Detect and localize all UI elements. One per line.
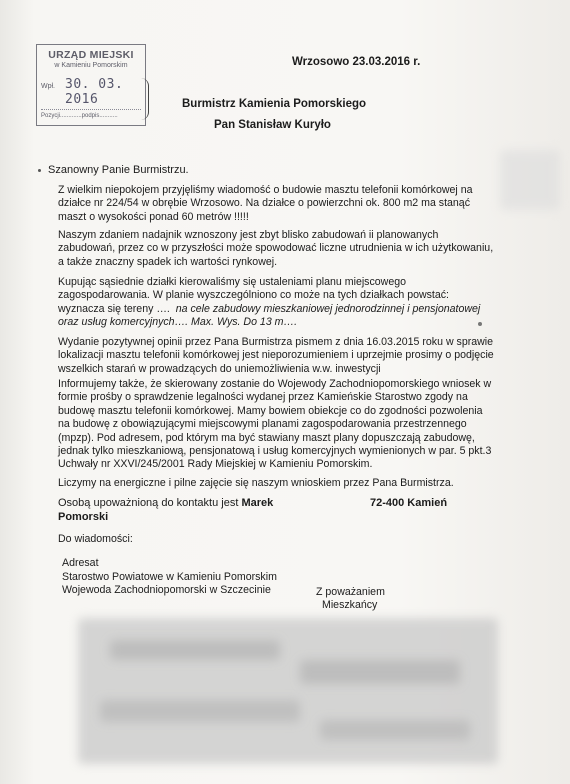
paragraph-line: Informujemy także, że skierowany zostanie do Wojewody Zachodniopomorskiego wniosek w (58, 378, 492, 390)
contact-first-name: Marek (241, 497, 274, 509)
redacted-signature-block (300, 660, 460, 684)
paragraph-line: Kupując sąsiednie działki kierowaliśmy się ustaleniami planu miejscowego (58, 276, 406, 288)
cc-recipient-1: Starostwo Powiatowe w Kamieniu Pomorskim (62, 571, 277, 583)
stamp-date: 30. 03. 2016 (65, 77, 124, 107)
paragraph-6 (58, 477, 498, 490)
paragraph-4 (58, 336, 498, 376)
ink-dot (38, 169, 41, 172)
greeting: Szanowny Panie Burmistrzu. (48, 164, 189, 176)
closing-signatories: Mieszkańcy (322, 599, 378, 611)
cc-recipient-2: Wojewoda Zachodniopomorski w Szczecinie (62, 584, 271, 596)
contact-line (58, 497, 273, 510)
stamp-footer: Pozycji.............podpis........... (41, 113, 118, 119)
paragraph-line: formie prośby o sprawdzenie legalności wydanej przez Kamieńskie Starostwo zgody na (58, 391, 468, 404)
ink-dot (478, 322, 482, 326)
paragraph-line: wszelkich starań w prowadzących do uniemożliwienia w.w. inwestycji (58, 362, 381, 375)
paragraph-1 (58, 184, 498, 224)
place-date: Wrzosowo 23.03.2016 r. (292, 56, 421, 68)
recipient-title: Burmistrz Kamienia Pomorskiego (182, 98, 367, 110)
bleed-through-mark (500, 150, 560, 210)
paragraph-line: zabudowań, przez co w przyszłości może spowodować liczne utrudnienia w ich użytkowaniu, (58, 242, 494, 255)
paragraph-line: (mpzp). Pod adresem, pod którym ma być stawiany maszt plany dopuszczają zabudowę, (58, 431, 475, 444)
postal-code: 72-400 Kamień (370, 497, 448, 509)
paragraph-line: maszt o wysokości ponad 60 metrów !!!!! (58, 210, 249, 223)
paragraph-line: Liczymy na energiczne i pilne zajęcie się naszym wnioskiem przez Pana Burmistrza. (58, 477, 454, 489)
paragraph-line: Z wielkim niepokojem przyjęliśmy wiadomość o budowie masztu telefonii komórkowej na (58, 184, 473, 196)
paragraph-3 (58, 276, 498, 330)
paragraph-line: a także znaczny spadek ich wartości rynkowej. (58, 255, 278, 268)
paragraph-line: Naszym zdaniem nadajnik wznoszony jest zbyt blisko zabudowań ii planowanych (58, 229, 439, 241)
registry-stamp (36, 44, 146, 126)
paragraph-5 (58, 378, 498, 472)
redacted-signature-block (110, 640, 280, 660)
paragraph-line: Wydanie pozytywnej opinii przez Pana Burmistrza pismem z dnia 16.03.2015 roku w sprawie (58, 336, 494, 348)
stamp-wpl-label: Wpł. (41, 83, 55, 90)
paragraph-line: na budowę z obowiązującymi miejscowymi planami zagospodarowania przestrzennego (58, 418, 467, 431)
paragraph-line: Uchwały nr XXVI/245/2001 Rady Miejskiej w Kamieniu Pomorskim. (58, 458, 373, 471)
quote-lead: wyznacza się tereny …. (58, 302, 170, 315)
redacted-signature-block (320, 720, 470, 740)
paragraph-2 (58, 229, 498, 269)
handwritten-bracket (138, 78, 149, 120)
quote-italic: na cele zabudowy mieszkaniowej jednorodzinnej i pensjonatowej (175, 302, 481, 315)
paragraph-line: jednak tylko mieszkaniową, pensjonatową i usług komercyjnych wymienionych w par. 5 pkt.3 (58, 445, 492, 458)
stamp-title: URZĄD MIEJSKI (48, 49, 134, 61)
closing-regards: Z poważaniem (316, 586, 385, 598)
cc-adresat: Adresat (62, 557, 99, 569)
paragraph-line: oraz usług komercyjnych…. Max. Wys. Do 13 m…. (58, 316, 298, 329)
paragraph-line: budowę masztu telefonii komórkowej. Mamy bowiem obiekcje co do zgodności pozwolenia (58, 404, 483, 417)
stamp-subtitle: w Kamieniu Pomorskim (54, 62, 128, 69)
paragraph-line: zagospodarowania. W planie wyszczególniono co może na tych działkach powstać: (58, 289, 450, 302)
paragraph-line: lokalizacji masztu telefonii komórkowej jest nieporozumieniem i uprzejmie prosimy o podjęcie (58, 349, 494, 362)
paragraph-line: działce nr 224/54 w obrębie Wrzosowo. Na działce o powierzchni ok. 800 m2 ma stanąć (58, 197, 470, 210)
redacted-signature-block (100, 700, 300, 722)
recipient-name: Pan Stanisław Kuryło (214, 119, 331, 131)
contact-last-name: Pomorski (58, 511, 109, 523)
contact-prefix: Osobą upoważnioną do kontaktu jest (58, 497, 239, 509)
stamp-divider (41, 109, 141, 110)
paragraph-line (58, 303, 498, 316)
cc-label: Do wiadomości: (58, 533, 133, 545)
